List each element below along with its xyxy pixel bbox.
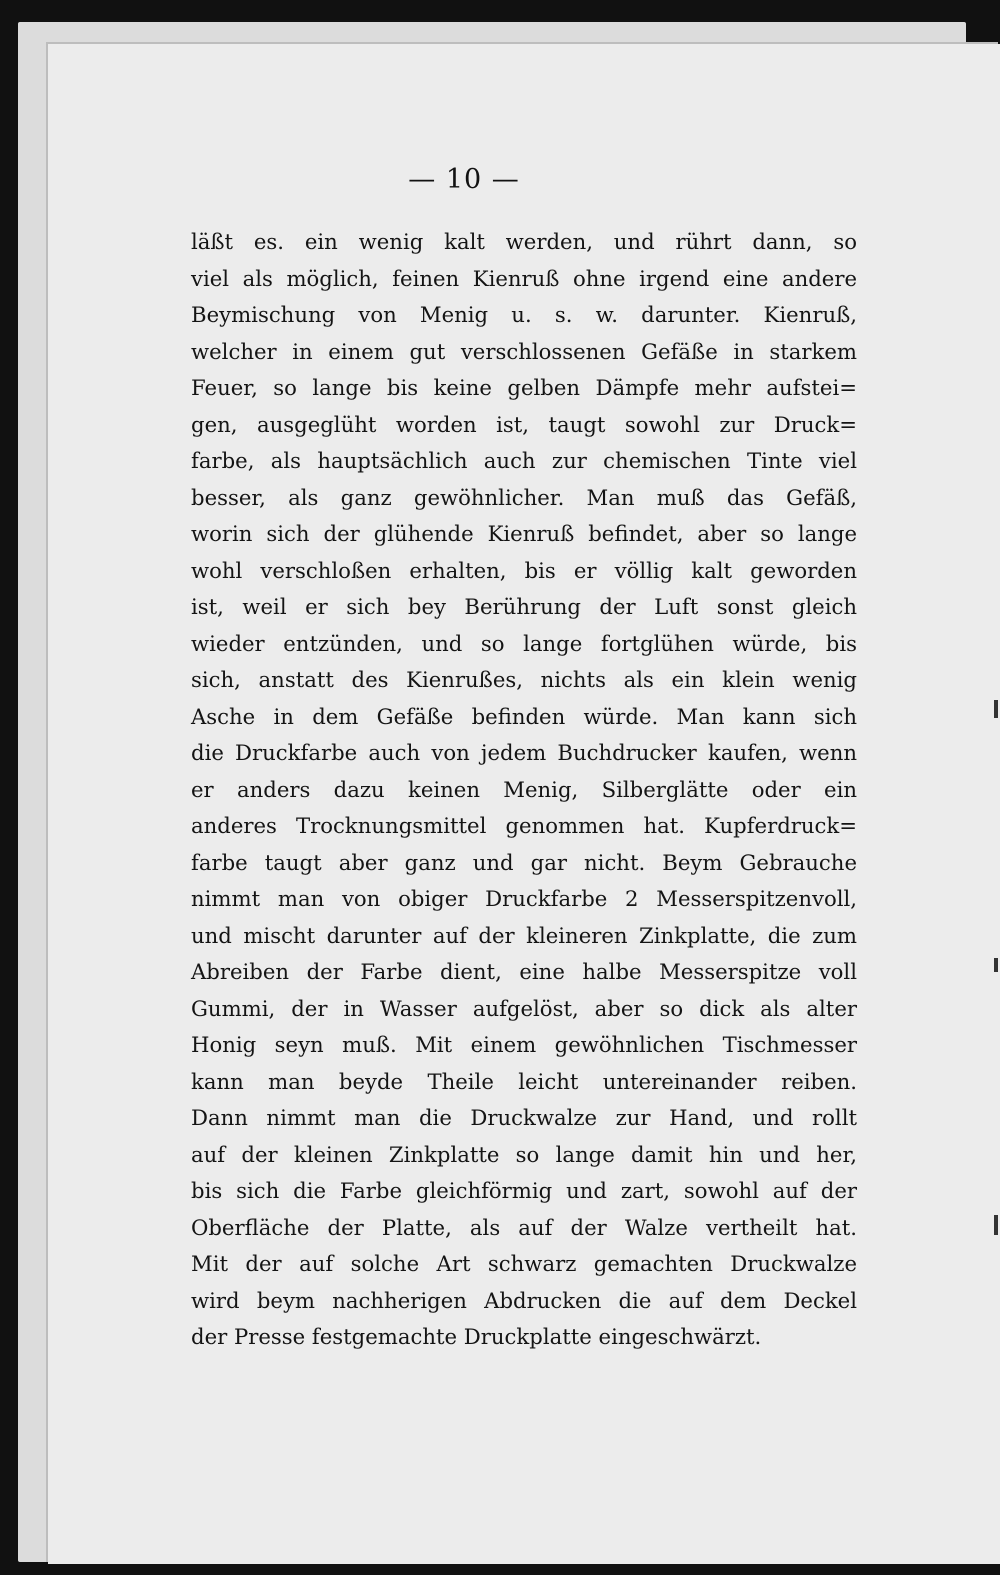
text-line: viel als möglich, feinen Kienruß ohne irgend eine andere (191, 265, 857, 291)
text-line: bis sich die Farbe gleichförmig und zart, sowohl auf der (191, 1178, 857, 1203)
text-line: die Druckfarbe auch von jedem Buchdrucker kaufen, wenn (191, 740, 857, 765)
text-line: und mischt darunter auf der kleineren Zinkplatte, die zum (191, 922, 857, 948)
text-line: wohl verschloßen erhalten, bis er völlig kalt geworden (191, 557, 857, 583)
text-line: Oberfläche der Platte, als auf der Walze vertheilt hat. (191, 1214, 857, 1240)
text-line: Gummi, der in Wasser aufgelöst, aber so dick als alter (191, 995, 857, 1021)
text-line: sich, anstatt des Kienrußes, nichts als ein klein wenig (191, 667, 857, 692)
text-line: Honig seyn muß. Mit einem gewöhnlichen Tischmesser (191, 1032, 857, 1057)
text-line: welcher in einem gut verschlossenen Gefäße in starkem (191, 338, 857, 364)
text-line: Abreiben der Farbe dient, eine halbe Messerspitze voll (191, 959, 857, 984)
text-line: worin sich der glühende Kienruß befindet, aber so lange (191, 521, 857, 546)
text-line: auf der kleinen Zinkplatte so lange damit hin und her, (191, 1141, 857, 1167)
text-line: nimmt man von obiger Druckfarbe 2 Messerspitzenvoll, (191, 886, 857, 911)
text-line: er anders dazu keinen Menig, Silberglätte oder ein (191, 776, 857, 802)
text-line: läßt es. ein wenig kalt werden, und rührt dann, so (191, 229, 857, 254)
text-line: anderes Trocknungsmittel genommen hat. Kupferdruck= (191, 813, 857, 838)
text-line: Feuer, so lange bis keine gelben Dämpfe mehr aufstei= (191, 375, 857, 400)
scan-edge-mark (994, 958, 998, 972)
page-number: — 10 — (408, 164, 520, 195)
text-line: Asche in dem Gefäße befinden würde. Man kann sich (191, 703, 857, 729)
scan-edge-mark (994, 700, 998, 718)
text-line: Mit der auf solche Art schwarz gemachten Druckwalze (191, 1251, 857, 1276)
text-line: der Presse festgemachte Druckplatte eingeschwärzt. (191, 1324, 762, 1349)
text-line: wird beym nachherigen Abdrucken die auf dem Deckel (191, 1287, 857, 1313)
text-line: gen, ausgeglüht worden ist, taugt sowohl zur Druck= (191, 411, 857, 437)
text-line: besser, als ganz gewöhnlicher. Man muß das Gefäß, (191, 484, 857, 510)
text-line: ist, weil er sich bey Berührung der Luft sonst gleich (191, 594, 857, 619)
text-line: Dann nimmt man die Druckwalze zur Hand, und rollt (191, 1105, 857, 1130)
body-text (191, 224, 857, 1356)
text-line: farbe taugt aber ganz und gar nicht. Beym Gebrauche (191, 849, 857, 875)
text-line: Beymischung von Menig u. s. w. darunter. Kienruß, (191, 302, 857, 327)
text-line: kann man beyde Theile leicht untereinander reiben. (191, 1068, 857, 1094)
scan-edge-mark (994, 1215, 998, 1235)
text-line: farbe, als hauptsächlich auch zur chemischen Tinte viel (191, 448, 857, 473)
text-line: wieder entzünden, und so lange fortglühen würde, bis (191, 630, 857, 656)
book-page (48, 44, 1000, 1564)
